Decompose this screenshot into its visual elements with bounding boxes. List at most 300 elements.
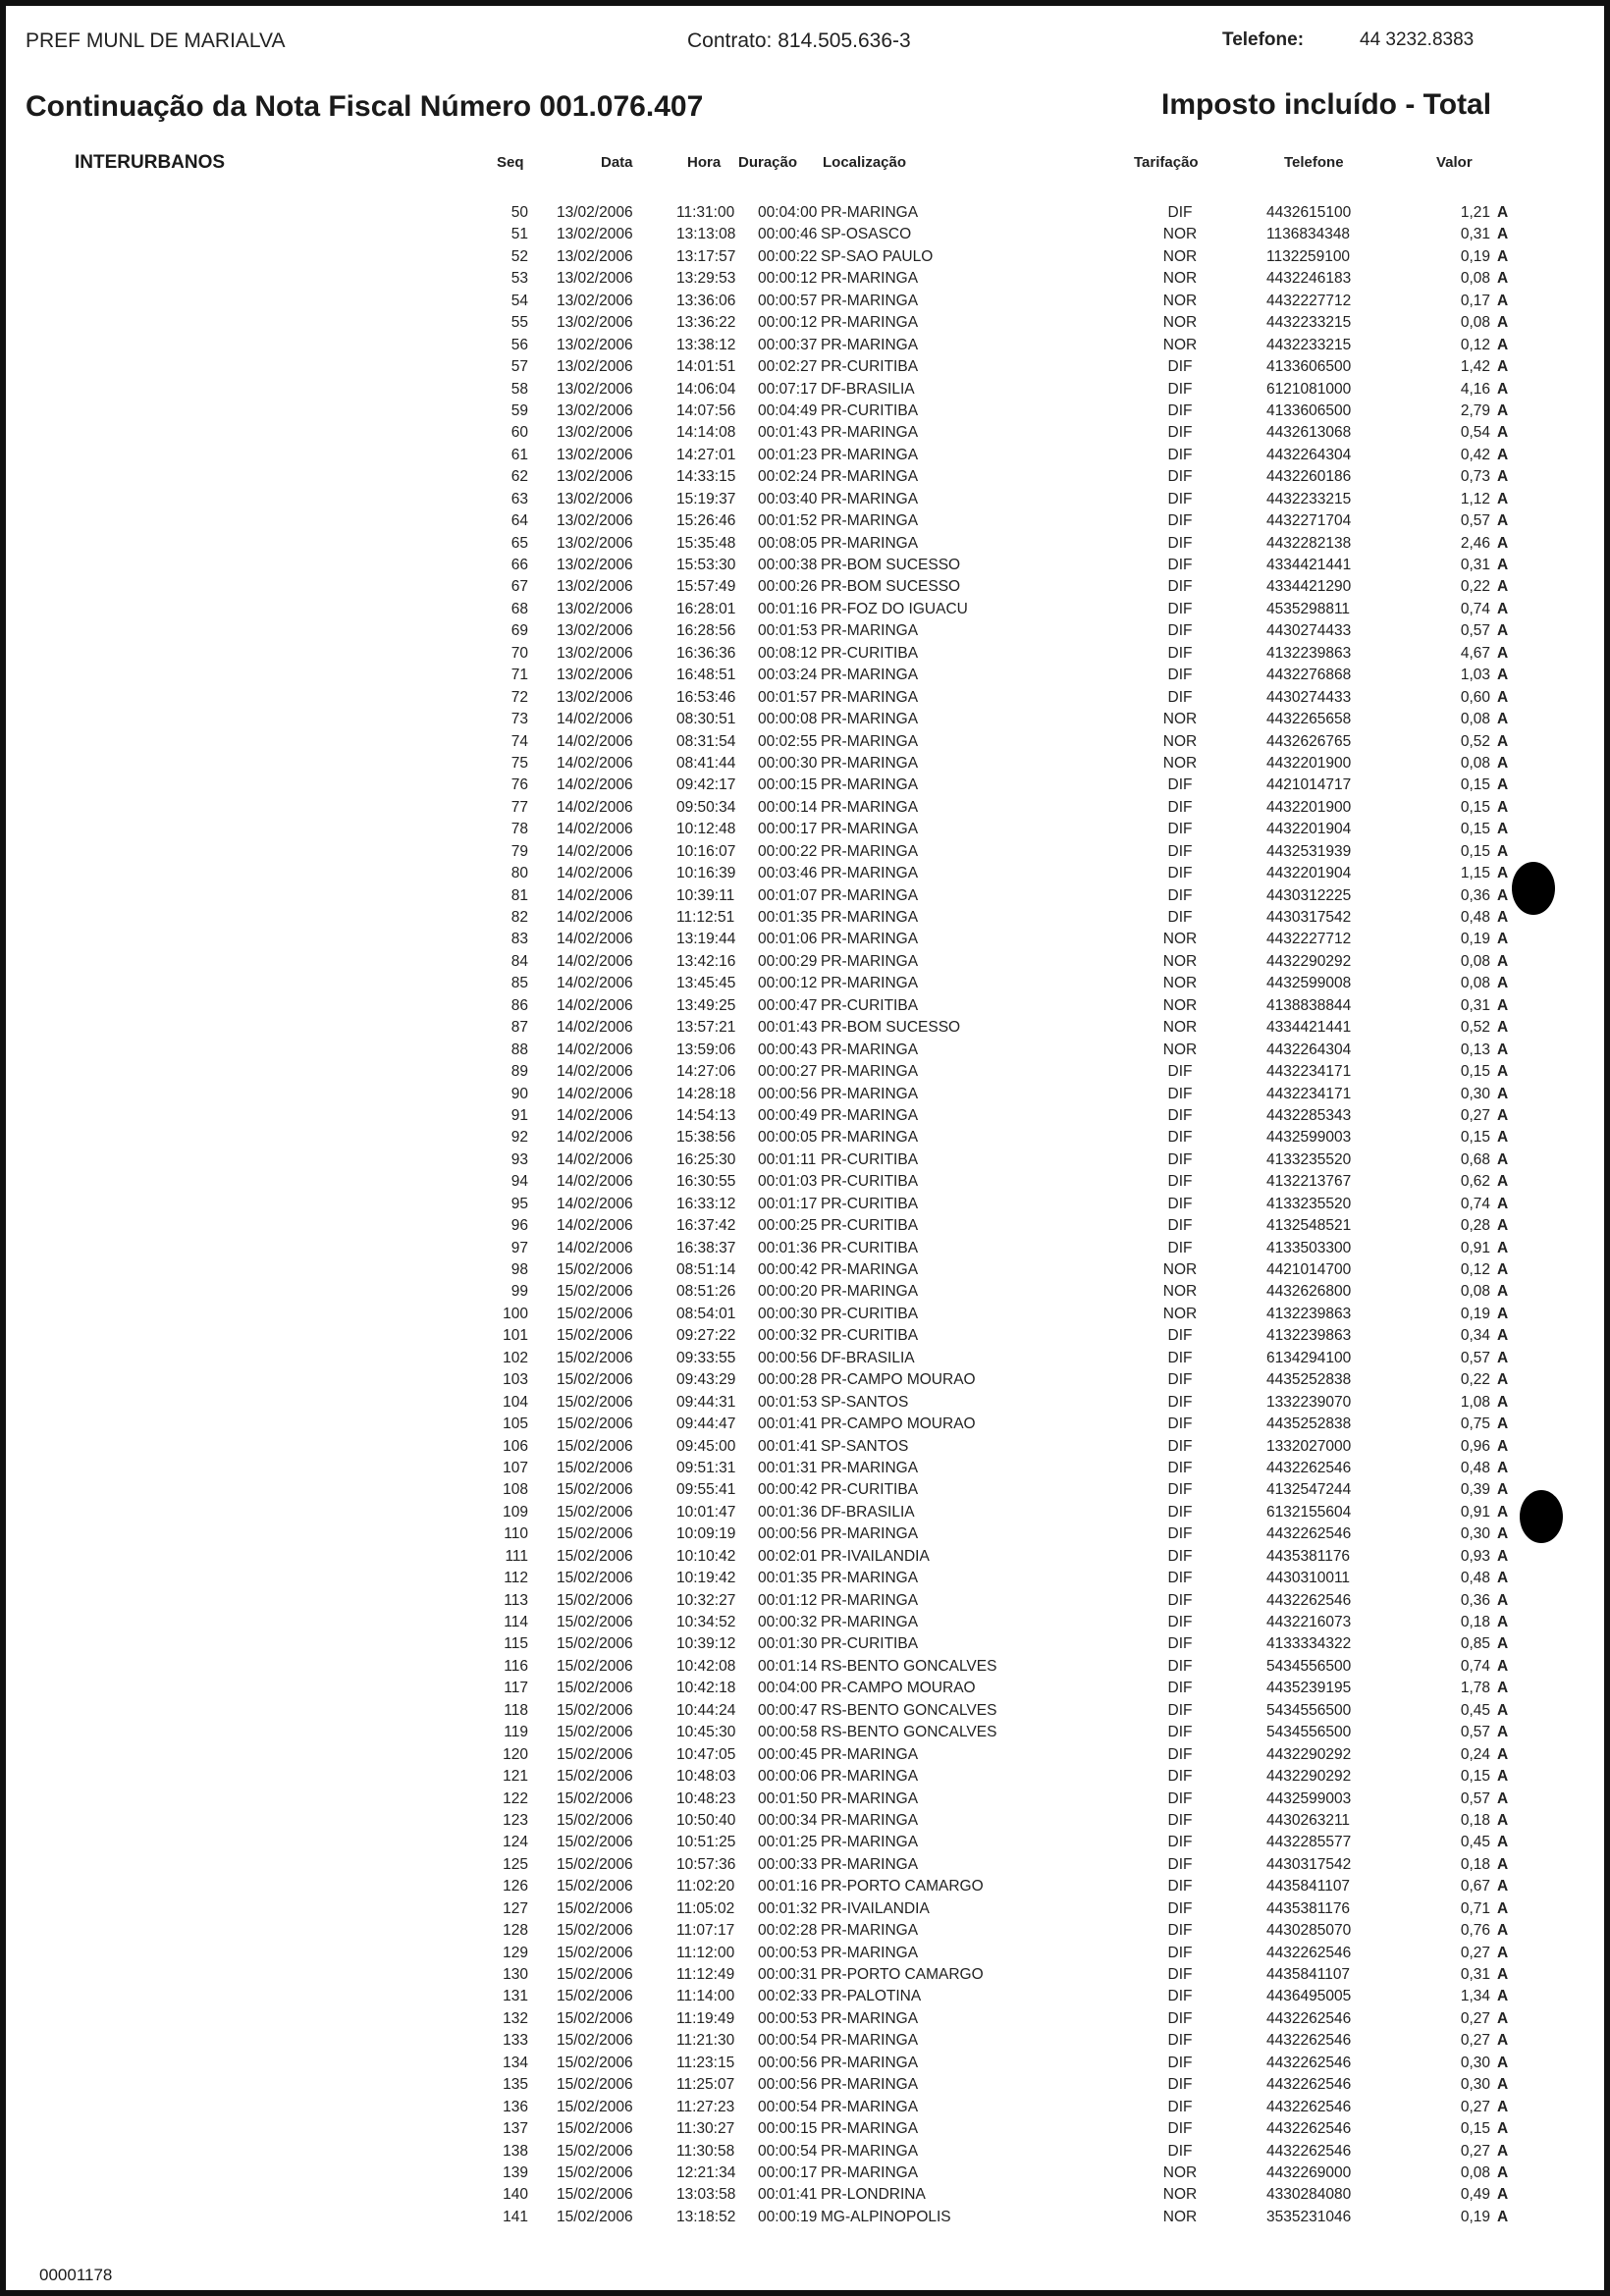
table-row — [0, 248, 1610, 270]
row-location: PR-CURITIBA — [821, 1173, 919, 1191]
table-row — [0, 535, 1610, 557]
row-value: 0,15 — [1460, 798, 1490, 816]
row-tariff: DIF — [1167, 1349, 1193, 1366]
row-phone: 4133235520 — [1266, 1150, 1352, 1168]
row-phone: 4432290292 — [1266, 1768, 1352, 1786]
row-duration: 00:00:54 — [758, 2032, 818, 2050]
row-time: 09:43:29 — [676, 1371, 736, 1389]
row-flag: A — [1497, 2186, 1509, 2204]
table-row — [0, 1658, 1610, 1680]
row-phone: 4432615100 — [1266, 204, 1352, 221]
row-date: 13/02/2006 — [557, 380, 633, 398]
row-tariff: DIF — [1167, 1745, 1193, 1763]
row-phone: 4432265658 — [1266, 711, 1352, 728]
row-phone: 4132547244 — [1266, 1481, 1352, 1499]
table-row — [0, 424, 1610, 446]
row-tariff: DIF — [1167, 2054, 1193, 2071]
row-duration: 00:01:35 — [758, 1570, 818, 1587]
table-row — [0, 1371, 1610, 1393]
row-time: 11:30:58 — [676, 2142, 735, 2160]
row-seq: 94 — [510, 1173, 528, 1191]
table-row — [0, 2010, 1610, 2032]
row-flag: A — [1497, 711, 1509, 728]
row-flag: A — [1497, 622, 1509, 640]
table-row — [0, 2099, 1610, 2120]
row-flag: A — [1497, 1701, 1509, 1719]
row-location: PR-MARINGA — [821, 975, 919, 992]
table-row — [0, 843, 1610, 865]
row-tariff: NOR — [1162, 931, 1198, 948]
row-time: 10:39:12 — [676, 1635, 736, 1653]
row-date: 13/02/2006 — [557, 314, 633, 332]
row-phone: 1332239070 — [1266, 1393, 1352, 1411]
table-row — [0, 1525, 1610, 1547]
row-time: 11:31:00 — [676, 204, 735, 221]
row-duration: 00:00:15 — [758, 2120, 818, 2138]
row-duration: 00:00:37 — [758, 336, 818, 353]
row-value: 1,08 — [1460, 1393, 1490, 1411]
row-time: 09:42:17 — [676, 776, 736, 794]
table-row — [0, 468, 1610, 490]
row-date: 15/02/2006 — [557, 1944, 633, 1961]
row-duration: 00:08:12 — [758, 644, 818, 662]
row-time: 10:32:27 — [676, 1591, 736, 1609]
row-flag: A — [1497, 1349, 1509, 1366]
table-row — [0, 931, 1610, 952]
row-phone: 4435239195 — [1266, 1680, 1352, 1697]
row-value: 0,71 — [1460, 1899, 1490, 1917]
row-seq: 65 — [510, 534, 528, 552]
row-duration: 00:01:41 — [758, 1437, 818, 1455]
table-row — [0, 1306, 1610, 1327]
table-row — [0, 314, 1610, 336]
row-date: 14/02/2006 — [557, 931, 633, 948]
row-flag: A — [1497, 1768, 1509, 1786]
row-seq: 115 — [504, 1635, 528, 1653]
row-flag: A — [1497, 1085, 1509, 1102]
row-tariff: DIF — [1167, 865, 1193, 882]
row-value: 0,27 — [1460, 2009, 1490, 2027]
row-flag: A — [1497, 886, 1509, 904]
row-location: PR-CURITIBA — [821, 1481, 919, 1499]
row-value: 0,30 — [1460, 2076, 1490, 2094]
row-phone: 5434556500 — [1266, 1657, 1352, 1675]
row-phone: 4432599003 — [1266, 1789, 1352, 1807]
table-row — [0, 1504, 1610, 1525]
row-phone: 4432216073 — [1266, 1614, 1352, 1630]
row-phone: 4432264304 — [1266, 446, 1352, 463]
row-flag: A — [1497, 1195, 1509, 1212]
row-duration: 00:01:43 — [758, 424, 818, 442]
row-seq: 77 — [510, 798, 528, 816]
row-duration: 00:00:29 — [758, 952, 818, 970]
row-phone: 4432626765 — [1266, 732, 1352, 750]
row-time: 16:28:01 — [676, 600, 736, 617]
row-location: PR-MARINGA — [821, 667, 919, 684]
table-row — [0, 2186, 1610, 2208]
row-time: 10:48:23 — [676, 1789, 736, 1807]
row-tariff: DIF — [1167, 1988, 1193, 2005]
row-tariff: DIF — [1167, 1899, 1193, 1917]
row-date: 14/02/2006 — [557, 1150, 633, 1168]
row-date: 13/02/2006 — [557, 226, 633, 243]
row-date: 13/02/2006 — [557, 292, 633, 309]
table-row — [0, 645, 1610, 667]
row-flag: A — [1497, 1922, 1509, 1940]
row-location: PR-MARINGA — [821, 1922, 919, 1940]
row-date: 15/02/2006 — [557, 1437, 633, 1455]
row-location: PR-MARINGA — [821, 270, 919, 288]
row-value: 0,08 — [1460, 711, 1490, 728]
row-phone: 4432262546 — [1266, 2098, 1352, 2115]
row-location: SP-SANTOS — [821, 1393, 909, 1411]
row-location: PR-MARINGA — [821, 1745, 919, 1763]
table-row — [0, 1086, 1610, 1107]
row-flag: A — [1497, 358, 1509, 376]
row-date: 14/02/2006 — [557, 865, 633, 882]
row-seq: 92 — [510, 1129, 528, 1147]
row-location: PR-MARINGA — [821, 1459, 919, 1476]
row-tariff: DIF — [1167, 2142, 1193, 2160]
row-value: 0,68 — [1460, 1150, 1490, 1168]
row-time: 15:53:30 — [676, 557, 736, 573]
header-duration: Duração — [738, 154, 798, 171]
table-row — [0, 997, 1610, 1019]
row-location: PR-MARINGA — [821, 292, 919, 309]
row-date: 13/02/2006 — [557, 688, 633, 706]
row-location: SP-SANTOS — [821, 1437, 909, 1455]
row-tariff: DIF — [1167, 622, 1193, 640]
row-duration: 00:00:56 — [758, 1525, 818, 1543]
row-phone: 4432233215 — [1266, 314, 1352, 332]
table-row — [0, 204, 1610, 226]
row-phone: 4432201900 — [1266, 754, 1352, 772]
table-row — [0, 1394, 1610, 1415]
row-tariff: NOR — [1162, 1041, 1198, 1058]
row-phone: 4432227712 — [1266, 292, 1352, 309]
row-value: 0,39 — [1460, 1481, 1490, 1499]
row-value: 0,57 — [1460, 1349, 1490, 1366]
row-seq: 105 — [503, 1415, 528, 1433]
row-time: 09:51:31 — [676, 1459, 736, 1476]
row-duration: 00:01:41 — [758, 1415, 818, 1433]
row-phone: 4432234171 — [1266, 1085, 1352, 1102]
row-time: 08:31:54 — [676, 732, 736, 750]
row-phone: 4133235520 — [1266, 1195, 1352, 1212]
row-seq: 61 — [510, 446, 528, 463]
row-duration: 00:02:55 — [758, 732, 818, 750]
row-tariff: DIF — [1167, 1217, 1193, 1235]
row-seq: 80 — [510, 865, 528, 882]
row-time: 10:16:07 — [676, 842, 736, 860]
row-time: 16:33:12 — [676, 1195, 736, 1212]
row-phone: 4432599008 — [1266, 975, 1352, 992]
row-duration: 00:00:06 — [758, 1768, 818, 1786]
customer-name: PREF MUNL DE MARIALVA — [26, 29, 286, 52]
header-seq: Seq — [497, 154, 524, 171]
row-tariff: DIF — [1167, 1811, 1193, 1829]
table-row — [0, 1460, 1610, 1481]
row-location: PR-MARINGA — [821, 1789, 919, 1807]
row-duration: 00:00:49 — [758, 1106, 818, 1124]
row-flag: A — [1497, 1503, 1509, 1521]
row-value: 0,22 — [1460, 578, 1490, 596]
row-duration: 00:04:49 — [758, 401, 818, 419]
row-phone: 4132548521 — [1266, 1217, 1352, 1235]
row-location: PR-BOM SUCESSO — [821, 578, 961, 596]
row-phone: 4133606500 — [1266, 358, 1352, 376]
row-flag: A — [1497, 732, 1509, 750]
row-tariff: DIF — [1167, 401, 1193, 419]
header-location: Localização — [823, 154, 907, 171]
row-date: 14/02/2006 — [557, 754, 633, 772]
row-tariff: DIF — [1167, 1063, 1193, 1081]
row-time: 14:14:08 — [676, 424, 736, 442]
row-value: 0,08 — [1460, 754, 1490, 772]
table-row — [0, 358, 1610, 380]
table-row — [0, 512, 1610, 534]
row-tariff: DIF — [1167, 1437, 1193, 1455]
row-duration: 00:00:22 — [758, 247, 818, 265]
row-seq: 84 — [510, 952, 528, 970]
row-value: 0,13 — [1460, 1041, 1490, 1058]
row-phone: 4330284080 — [1266, 2186, 1352, 2204]
row-flag: A — [1497, 468, 1509, 486]
header-time: Hora — [687, 154, 722, 171]
row-seq: 114 — [504, 1614, 528, 1630]
row-value: 0,60 — [1460, 688, 1490, 706]
row-phone: 4432290292 — [1266, 952, 1352, 970]
table-row — [0, 2076, 1610, 2098]
row-location: PR-CURITIBA — [821, 1327, 919, 1345]
row-location: PR-CURITIBA — [821, 1217, 919, 1235]
row-value: 0,57 — [1460, 1789, 1490, 1807]
header-date: Data — [601, 154, 633, 171]
row-phone: 4435381176 — [1266, 1547, 1351, 1565]
row-duration: 00:00:47 — [758, 1701, 818, 1719]
row-seq: 79 — [510, 842, 528, 860]
row-time: 11:27:23 — [676, 2098, 735, 2115]
row-phone: 4432271704 — [1266, 512, 1352, 530]
row-tariff: NOR — [1162, 2208, 1198, 2225]
row-value: 0,15 — [1460, 1063, 1490, 1081]
row-time: 10:12:48 — [676, 821, 736, 838]
row-seq: 125 — [503, 1855, 528, 1873]
row-seq: 118 — [504, 1701, 528, 1719]
row-flag: A — [1497, 314, 1509, 332]
row-value: 0,74 — [1460, 600, 1490, 617]
row-phone: 4132239863 — [1266, 644, 1352, 662]
row-phone: 6132155604 — [1266, 1503, 1352, 1521]
row-time: 13:36:06 — [676, 292, 736, 309]
row-seq: 90 — [510, 1085, 528, 1102]
table-row — [0, 1768, 1610, 1789]
row-date: 14/02/2006 — [557, 1019, 633, 1037]
row-phone: 4435252838 — [1266, 1415, 1352, 1433]
row-time: 10:39:11 — [676, 886, 735, 904]
row-phone: 4430263211 — [1266, 1811, 1351, 1829]
row-location: DF-BRASILIA — [821, 1503, 915, 1521]
row-time: 10:34:52 — [676, 1614, 736, 1630]
row-duration: 00:00:56 — [758, 2054, 818, 2071]
row-duration: 00:01:16 — [758, 600, 818, 617]
row-flag: A — [1497, 247, 1509, 265]
row-flag: A — [1497, 1988, 1509, 2005]
table-row — [0, 1702, 1610, 1724]
row-value: 0,27 — [1460, 1944, 1490, 1961]
row-value: 0,15 — [1460, 1768, 1490, 1786]
row-phone: 1136834348 — [1266, 226, 1351, 243]
row-time: 10:51:25 — [676, 1834, 736, 1851]
row-date: 15/02/2006 — [557, 2054, 633, 2071]
row-value: 0,15 — [1460, 842, 1490, 860]
row-value: 0,08 — [1460, 2163, 1490, 2181]
row-time: 11:23:15 — [676, 2054, 735, 2071]
table-row — [0, 1261, 1610, 1283]
row-phone: 4435841107 — [1266, 1878, 1351, 1896]
row-value: 0,62 — [1460, 1173, 1490, 1191]
row-duration: 00:01:14 — [758, 1657, 818, 1675]
row-tariff: DIF — [1167, 2098, 1193, 2115]
row-seq: 133 — [503, 2032, 528, 2050]
row-tariff: NOR — [1162, 952, 1198, 970]
row-time: 14:28:18 — [676, 1085, 736, 1102]
row-flag: A — [1497, 424, 1509, 442]
row-date: 15/02/2006 — [557, 1547, 633, 1565]
row-tariff: DIF — [1167, 644, 1193, 662]
row-tariff: DIF — [1167, 1768, 1193, 1786]
row-tariff: DIF — [1167, 1570, 1193, 1587]
row-flag: A — [1497, 1305, 1509, 1322]
row-tariff: DIF — [1167, 2009, 1193, 2027]
row-phone: 6134294100 — [1266, 1349, 1352, 1366]
row-flag: A — [1497, 1019, 1509, 1037]
row-time: 16:30:55 — [676, 1173, 736, 1191]
row-date: 13/02/2006 — [557, 644, 633, 662]
row-value: 0,48 — [1460, 1459, 1490, 1476]
row-phone: 4432201904 — [1266, 865, 1352, 882]
row-phone: 5434556500 — [1266, 1701, 1352, 1719]
row-flag: A — [1497, 1459, 1509, 1476]
table-row — [0, 667, 1610, 688]
row-flag: A — [1497, 1724, 1509, 1741]
row-date: 15/02/2006 — [557, 2009, 633, 2027]
row-value: 0,57 — [1460, 622, 1490, 640]
row-date: 13/02/2006 — [557, 622, 633, 640]
table-row — [0, 2120, 1610, 2142]
row-duration: 00:01:53 — [758, 1393, 818, 1411]
row-date: 13/02/2006 — [557, 534, 633, 552]
table-row — [0, 711, 1610, 732]
row-duration: 00:01:03 — [758, 1173, 818, 1191]
row-value: 0,45 — [1460, 1834, 1490, 1851]
row-date: 15/02/2006 — [557, 1614, 633, 1630]
row-time: 11:14:00 — [676, 1988, 735, 2005]
row-location: PR-MARINGA — [821, 2163, 919, 2181]
row-tariff: DIF — [1167, 688, 1193, 706]
call-list — [0, 204, 1610, 2230]
phone-number: 44 3232.8383 — [1360, 29, 1475, 50]
row-flag: A — [1497, 975, 1509, 992]
row-duration: 00:01:30 — [758, 1635, 818, 1653]
row-flag: A — [1497, 1239, 1509, 1256]
row-date: 15/02/2006 — [557, 1591, 633, 1609]
row-duration: 00:08:05 — [758, 534, 818, 552]
table-row — [0, 2055, 1610, 2076]
row-flag: A — [1497, 776, 1509, 794]
row-seq: 81 — [510, 886, 528, 904]
row-phone: 4133334322 — [1266, 1635, 1352, 1653]
row-value: 1,21 — [1460, 204, 1490, 221]
row-flag: A — [1497, 1855, 1509, 1873]
row-date: 15/02/2006 — [557, 1261, 633, 1278]
row-flag: A — [1497, 1657, 1509, 1675]
row-value: 0,30 — [1460, 1525, 1490, 1543]
row-seq: 91 — [510, 1106, 528, 1124]
row-date: 15/02/2006 — [557, 1988, 633, 2005]
row-date: 13/02/2006 — [557, 204, 633, 221]
row-date: 15/02/2006 — [557, 1745, 633, 1763]
row-date: 13/02/2006 — [557, 401, 633, 419]
row-location: PR-MARINGA — [821, 1614, 919, 1630]
row-location: PR-MARINGA — [821, 424, 919, 442]
table-row — [0, 1196, 1610, 1217]
row-phone: 4432262546 — [1266, 1591, 1352, 1609]
row-seq: 60 — [510, 424, 528, 442]
row-time: 09:27:22 — [676, 1327, 736, 1345]
row-seq: 62 — [510, 468, 528, 486]
row-duration: 00:00:22 — [758, 842, 818, 860]
row-date: 14/02/2006 — [557, 1195, 633, 1212]
column-headers — [0, 154, 1610, 178]
row-duration: 00:00:42 — [758, 1261, 818, 1278]
row-tariff: DIF — [1167, 1724, 1193, 1741]
row-phone: 4421014717 — [1266, 776, 1352, 794]
row-location: PR-MARINGA — [821, 446, 919, 463]
table-row — [0, 1900, 1610, 1922]
row-duration: 00:02:27 — [758, 358, 818, 376]
row-value: 0,76 — [1460, 1922, 1490, 1940]
row-duration: 00:01:57 — [758, 688, 818, 706]
row-phone: 4432276868 — [1266, 667, 1352, 684]
row-flag: A — [1497, 512, 1509, 530]
row-flag: A — [1497, 1481, 1509, 1499]
header-tariff: Tarifação — [1134, 154, 1199, 171]
row-tariff: NOR — [1162, 1261, 1198, 1278]
row-value: 1,12 — [1460, 490, 1490, 507]
row-phone: 4132213767 — [1266, 1173, 1352, 1191]
row-date: 14/02/2006 — [557, 975, 633, 992]
row-time: 11:12:51 — [676, 909, 735, 926]
row-tariff: DIF — [1167, 1701, 1193, 1719]
row-tariff: DIF — [1167, 557, 1193, 573]
row-tariff: DIF — [1167, 2076, 1193, 2094]
row-value: 0,28 — [1460, 1217, 1490, 1235]
row-duration: 00:00:54 — [758, 2142, 818, 2160]
row-phone: 4435381176 — [1266, 1899, 1351, 1917]
row-seq: 82 — [510, 909, 528, 926]
row-location: PR-MARINGA — [821, 1855, 919, 1873]
row-tariff: DIF — [1167, 380, 1193, 398]
row-duration: 00:01:36 — [758, 1503, 818, 1521]
row-time: 13:17:57 — [676, 247, 736, 265]
row-time: 11:30:27 — [676, 2120, 735, 2138]
table-row — [0, 1041, 1610, 1063]
table-row — [0, 1592, 1610, 1614]
row-phone: 4432201900 — [1266, 798, 1352, 816]
row-value: 0,57 — [1460, 512, 1490, 530]
row-date: 14/02/2006 — [557, 1217, 633, 1235]
